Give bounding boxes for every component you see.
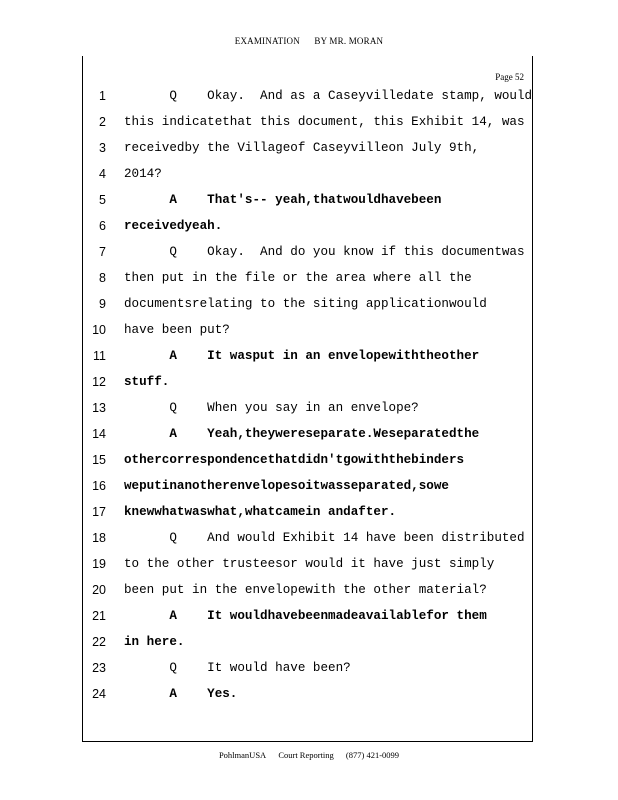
- footer-service: Court Reporting: [278, 750, 334, 760]
- line-text: in here.: [124, 635, 185, 649]
- line-text: Q When you say in an envelope?: [124, 401, 419, 415]
- line-number: 1: [99, 89, 106, 103]
- header-examiner: BY MR. MORAN: [314, 36, 384, 46]
- line-number: 5: [99, 193, 106, 207]
- transcript-line: [0, 396, 618, 422]
- transcript-line: [0, 136, 618, 162]
- transcript-line: [0, 266, 618, 292]
- footer-phone: (877) 421-0099: [345, 750, 400, 760]
- line-number: 4: [99, 167, 106, 181]
- line-text: A Yeah,theywereseparate.Weseparatedthe: [124, 427, 480, 441]
- transcript-line: [0, 578, 618, 604]
- line-number: 23: [92, 661, 106, 675]
- line-text: documentsrelating to the siting applicationwould: [124, 297, 487, 311]
- line-text: weputinanotherenvelopesoitwasseparated,sowe: [124, 479, 449, 493]
- line-number: 7: [99, 245, 106, 259]
- transcript-line: [0, 318, 618, 344]
- line-text: this indicatethat this document, this Exhibit 14, was: [124, 115, 525, 129]
- line-text: have been put?: [124, 323, 230, 337]
- line-number: 20: [92, 583, 106, 597]
- line-text: A It wasput in an envelopewiththeother: [124, 349, 480, 363]
- transcript-line: [0, 448, 618, 474]
- line-number: 16: [92, 479, 106, 493]
- transcript-line: [0, 682, 618, 708]
- line-number: 13: [92, 401, 106, 415]
- line-number: 9: [99, 297, 106, 311]
- line-text: Q Okay. And do you know if this documentwas: [124, 245, 525, 259]
- line-number: 19: [92, 557, 106, 571]
- footer-company: PohlmanUSA: [218, 750, 267, 760]
- transcript-line: [0, 500, 618, 526]
- line-text: Q Okay. And as a Caseyvilledate stamp, would: [124, 89, 533, 103]
- transcript-line: [0, 110, 618, 136]
- transcript-line: [0, 84, 618, 110]
- transcript-line: [0, 188, 618, 214]
- transcript-line: [0, 526, 618, 552]
- line-text: Q It would have been?: [124, 661, 351, 675]
- line-number: 22: [92, 635, 106, 649]
- page-footer: [0, 750, 618, 760]
- line-number: 15: [92, 453, 106, 467]
- transcript-line: [0, 370, 618, 396]
- line-text: to the other trusteesor would it have just simply: [124, 557, 495, 571]
- header-section: EXAMINATION: [234, 36, 300, 46]
- line-number: 2: [99, 115, 106, 129]
- line-text: then put in the file or the area where all the: [124, 271, 472, 285]
- line-number: 12: [92, 375, 106, 389]
- transcript-line: [0, 214, 618, 240]
- transcript-line: [0, 162, 618, 188]
- line-text: knewwhatwaswhat,whatcamein andafter.: [124, 505, 397, 519]
- line-number: 21: [92, 609, 106, 623]
- line-number: 17: [92, 505, 106, 519]
- line-text: receivedby the Villageof Caseyvilleon July 9th,: [124, 141, 480, 155]
- line-text: A It wouldhavebeenmadeavailablefor them: [124, 609, 487, 623]
- transcript-line: [0, 630, 618, 656]
- transcript-line: [0, 344, 618, 370]
- line-number: 10: [92, 323, 106, 337]
- line-number: 8: [99, 271, 106, 285]
- line-text: othercorrespondencethatdidn'tgowiththebinders: [124, 453, 465, 467]
- line-number: 3: [99, 141, 106, 155]
- transcript-line: [0, 604, 618, 630]
- transcript-line: [0, 240, 618, 266]
- transcript-line: [0, 552, 618, 578]
- transcript-line: [0, 656, 618, 682]
- line-number: 18: [92, 531, 106, 545]
- line-text: 2014?: [124, 167, 162, 181]
- transcript-line: [0, 292, 618, 318]
- line-text: A Yes.: [124, 687, 238, 701]
- page-header: [0, 36, 618, 46]
- line-number: 11: [93, 349, 106, 363]
- line-text: Q And would Exhibit 14 have been distributed: [124, 531, 525, 545]
- line-number: 24: [92, 687, 106, 701]
- line-number: 6: [99, 219, 106, 233]
- transcript-line: [0, 422, 618, 448]
- line-text: been put in the envelopewith the other material?: [124, 583, 487, 597]
- line-text: stuff.: [124, 375, 170, 389]
- line-text: receivedyeah.: [124, 219, 223, 233]
- line-number: 14: [92, 427, 106, 441]
- transcript-line: [0, 474, 618, 500]
- line-text: A That's-- yeah,thatwouldhavebeen: [124, 193, 442, 207]
- page-number: Page 52: [495, 72, 524, 82]
